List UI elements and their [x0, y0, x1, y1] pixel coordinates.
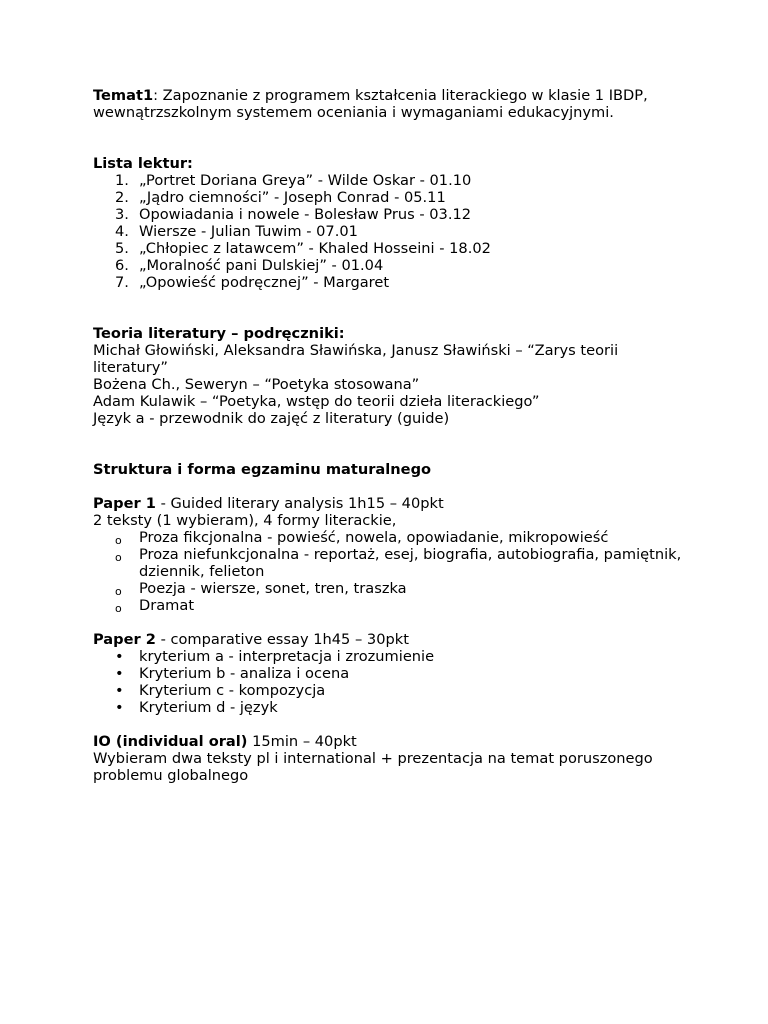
list-item: o Proza niefunkcjonalna - reportaż, esej, biografia, autobiografia, pamiętnik, dziennik, felieton [115, 546, 682, 580]
list-item: o Poezja - wiersze, sonet, tren, traszka [115, 580, 407, 598]
list-item: • Kryterium b - analiza i ocena [115, 665, 350, 682]
paper1-forms-list [93, 529, 693, 614]
paper1-label: Paper 1 [93, 495, 156, 512]
io-description: Wybieram dwa teksty pl i international + prezentacja na temat poruszonego problemu globalnego [93, 750, 653, 784]
list-item: o Proza fikcjonalna - powieść, nowela, opowiadanie, mikropowieść [115, 529, 609, 547]
list-item: 6. „Moralność pani Dulskiej” - 01.04 [115, 257, 384, 274]
paper1-description: 2 teksty (1 wybieram), 4 formy literackie, [93, 512, 397, 529]
list-marker: o [115, 534, 122, 547]
list-marker: • [115, 699, 124, 716]
topic-text: : Zapoznanie z programem kształcenia literackiego w klasie 1 IBDP, wewnątrzszkolnym systemem oceniania i wymaganiami edukacyjnymi. [93, 87, 648, 121]
paper2-line: Paper 2 - comparative essay 1h45 – 30pkt [93, 631, 409, 648]
reading-list [93, 172, 693, 291]
theory-line: Bożena Ch., Seweryn – “Poetyka stosowana” [93, 376, 420, 393]
list-item: • Kryterium d - język [115, 699, 278, 716]
document-page [93, 87, 693, 784]
list-marker: o [115, 585, 122, 598]
theory-heading: Teoria literatury – podręczniki: [93, 325, 345, 342]
list-marker: • [115, 665, 124, 682]
paper2-criteria-list [93, 648, 693, 716]
list-item: 3. Opowiadania i nowele - Bolesław Prus - 03.12 [115, 206, 472, 223]
list-marker: o [115, 602, 122, 615]
list-item: • Kryterium c - kompozycja [115, 682, 326, 699]
theory-line: Michał Głowiński, Aleksandra Sławińska, Janusz Sławiński – “Zarys teorii literatury” [93, 342, 619, 376]
list-item: 2. „Jądro ciemności” - Joseph Conrad - 05.11 [115, 189, 446, 206]
theory-line: Język a - przewodnik do zajęć z literatury (guide) [93, 410, 450, 427]
io-line: IO (individual oral) 15min – 40pkt [93, 733, 357, 750]
topic-label: Temat1 [93, 87, 154, 104]
list-item: o Dramat [115, 597, 195, 615]
io-label: IO (individual oral) [93, 733, 248, 750]
paper2-label: Paper 2 [93, 631, 156, 648]
list-item: 4. Wiersze - Julian Tuwim - 07.01 [115, 223, 358, 240]
list-marker: • [115, 682, 124, 699]
list-marker: • [115, 648, 124, 665]
list-item: • kryterium a - interpretacja i zrozumienie [115, 648, 435, 665]
list-item: 1. „Portret Doriana Greya” - Wilde Oskar - 01.10 [115, 172, 472, 189]
theory-line: Adam Kulawik – “Poetyka, wstęp do teorii dzieła literackiego” [93, 393, 540, 410]
paper1-line: Paper 1 - Guided literary analysis 1h15 – 40pkt [93, 495, 444, 512]
reading-list-heading: Lista lektur: [93, 155, 193, 172]
topic-paragraph [93, 87, 693, 121]
list-marker: o [115, 551, 122, 564]
exam-heading: Struktura i forma egzaminu maturalnego [93, 461, 432, 478]
list-item: 5. „Chłopiec z latawcem” - Khaled Hosseini - 18.02 [115, 240, 491, 257]
list-item: 7. „Opowieść podręcznej” - Margaret [115, 274, 390, 291]
